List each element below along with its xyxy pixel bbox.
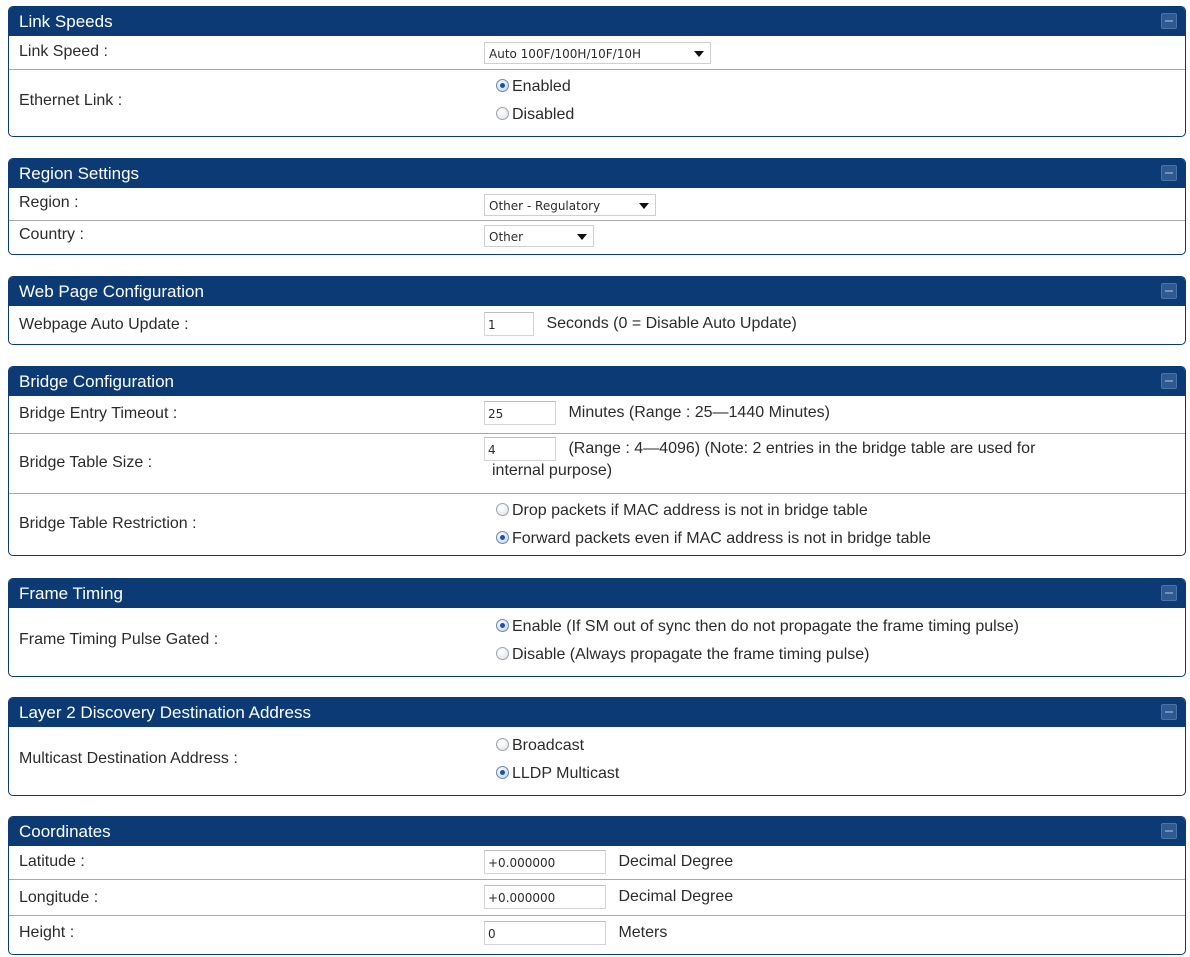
height-label: Height : [19,924,75,941]
link-speed-label: Link Speed : [19,43,108,60]
auto-update-row [9,306,1185,344]
region-selected-value: Other - Regulatory [489,199,601,213]
bridge-entry-timeout-suffix: Minutes (Range : 25—1440 Minutes) [568,404,830,421]
height-input[interactable]: 0 [484,921,606,945]
radio-option-disabled[interactable] [484,101,1177,129]
longitude-row [9,879,1185,915]
radio-option-forward-packets[interactable] [484,525,1177,553]
coordinates-panel [8,816,1186,955]
collapse-icon[interactable] [1161,373,1177,389]
panel-header [9,579,1185,608]
radio-option-pulse-disable[interactable] [484,641,1177,669]
latitude-suffix: Decimal Degree [618,853,734,870]
frame-timing-pulse-row [9,608,1185,676]
radio-label-broadcast: Broadcast [512,737,585,754]
panel-title: Frame Timing [19,584,123,603]
link-speed-select[interactable] [484,42,711,64]
country-selected-value: Other [489,230,524,244]
row-value [484,42,1177,64]
panel-header [9,159,1185,188]
region-label: Region : [19,194,79,211]
radio-disabled[interactable] [496,107,509,120]
radio-option-enabled[interactable] [484,73,1177,101]
row-value [484,921,1177,945]
row-value [484,437,1177,480]
bridge-table-size-suffix: (Range : 4—4096) (Note: 2 entries in the bridge table are used for [568,440,1036,457]
frame-timing-pulse-label: Frame Timing Pulse Gated : [19,631,219,648]
frame-timing-panel [8,578,1186,677]
radio-label-forward-packets: Forward packets even if MAC address is not in bridge table [512,530,931,547]
row-value [484,312,1177,336]
radio-label-pulse-enable: Enable (If SM out of sync then do not propagate the frame timing pulse) [512,618,1019,635]
latitude-row [9,846,1185,879]
link-speeds-panel [8,6,1186,137]
longitude-label: Longitude : [19,889,99,906]
collapse-icon[interactable] [1161,283,1177,299]
panel-header [9,817,1185,846]
row-value [484,732,1177,788]
panel-header [9,7,1185,36]
radio-option-pulse-enable[interactable] [484,613,1177,641]
row-value [484,850,1177,874]
chevron-down-icon [639,203,649,209]
radio-label-lldp-multicast: LLDP Multicast [512,765,620,782]
panel-title: Coordinates [19,822,111,841]
panel-title: Link Speeds [19,12,113,31]
ethernet-link-row [9,69,1185,136]
row-value [484,613,1177,669]
bridge-table-size-row [9,433,1185,493]
radio-label-enabled: Enabled [512,78,571,95]
row-value [484,401,1177,425]
panel-header [9,698,1185,727]
country-label: Country : [19,226,84,243]
latitude-input[interactable]: +0.000000 [484,850,606,874]
bridge-entry-timeout-input[interactable]: 25 [484,401,556,425]
longitude-suffix: Decimal Degree [618,888,734,905]
radio-label-disabled: Disabled [512,106,575,123]
bridge-entry-timeout-label: Bridge Entry Timeout : [19,405,178,422]
radio-lldp-multicast[interactable] [496,766,509,779]
radio-drop-packets[interactable] [496,503,509,516]
collapse-icon[interactable] [1161,13,1177,29]
radio-pulse-enable[interactable] [496,619,509,632]
auto-update-input[interactable]: 1 [484,312,534,336]
row-value [484,194,1177,216]
collapse-icon[interactable] [1161,704,1177,720]
bridge-table-size-label: Bridge Table Size : [19,454,153,471]
auto-update-suffix: Seconds (0 = Disable Auto Update) [546,315,797,332]
radio-label-pulse-disable: Disable (Always propagate the frame timing pulse) [512,646,870,663]
height-row [9,915,1185,951]
auto-update-label: Webpage Auto Update : [19,316,189,333]
multicast-destination-row [9,727,1185,795]
latitude-label: Latitude : [19,853,85,870]
region-select[interactable] [484,194,656,216]
panel-title: Bridge Configuration [19,372,174,391]
panel-title: Region Settings [19,164,140,183]
region-settings-panel [8,158,1186,255]
bridge-table-size-input[interactable]: 4 [484,437,556,461]
panel-title: Web Page Configuration [19,282,204,301]
country-row [9,220,1185,252]
chevron-down-icon [694,51,704,57]
radio-label-drop-packets: Drop packets if MAC address is not in bridge table [512,502,868,519]
panel-title: Layer 2 Discovery Destination Address [19,703,311,722]
collapse-icon[interactable] [1161,823,1177,839]
row-value [484,73,1177,129]
layer2-discovery-panel [8,697,1186,796]
row-value [484,225,1177,247]
row-value [484,885,1177,909]
height-suffix: Meters [618,924,668,941]
panel-header [9,367,1185,396]
link-speed-row [9,36,1185,69]
chevron-down-icon [577,234,587,240]
radio-forward-packets[interactable] [496,531,509,544]
bridge-config-panel [8,366,1186,556]
region-row [9,188,1185,220]
bridge-table-size-suffix-cont: internal purpose) [492,462,613,479]
ethernet-link-label: Ethernet Link : [19,92,123,109]
bridge-table-restriction-row [9,493,1185,555]
radio-option-broadcast[interactable] [484,732,1177,760]
row-value [484,497,1177,553]
collapse-icon[interactable] [1161,165,1177,181]
bridge-table-restriction-label: Bridge Table Restriction : [19,515,197,532]
radio-enabled[interactable] [496,79,509,92]
radio-option-drop-packets[interactable] [484,497,1177,525]
link-speed-selected-value: Auto 100F/100H/10F/10H [489,47,642,61]
bridge-entry-timeout-row [9,396,1185,433]
radio-pulse-disable[interactable] [496,647,509,660]
collapse-icon[interactable] [1161,585,1177,601]
longitude-input[interactable]: +0.000000 [484,885,606,909]
panel-header [9,277,1185,306]
radio-option-lldp-multicast[interactable] [484,760,1177,788]
radio-broadcast[interactable] [496,738,509,751]
multicast-destination-label: Multicast Destination Address : [19,750,238,767]
web-page-config-panel [8,276,1186,345]
country-select[interactable] [484,225,594,247]
